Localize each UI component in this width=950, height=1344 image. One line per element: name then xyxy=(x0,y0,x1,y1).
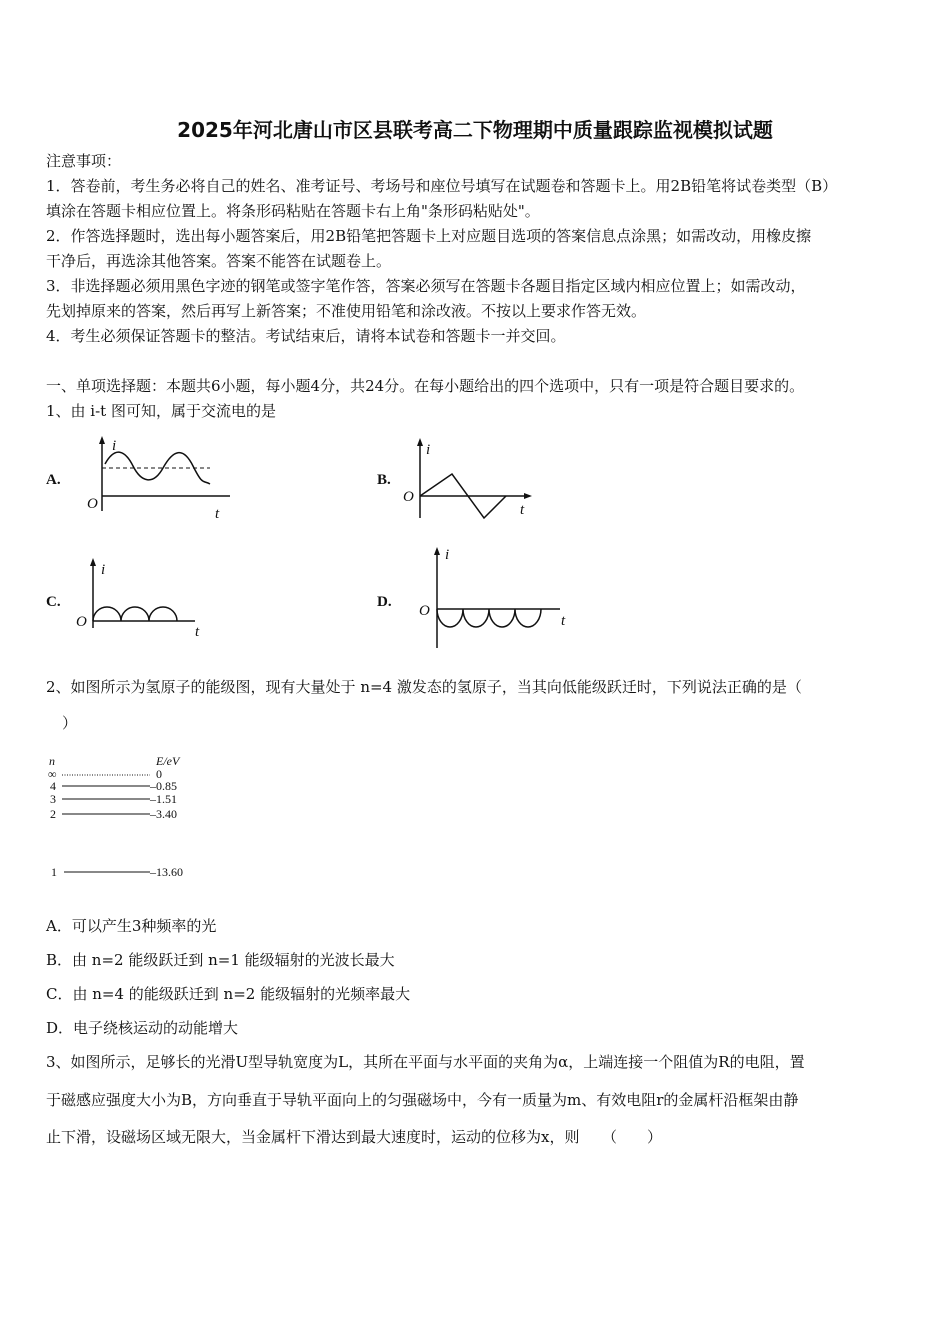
level-n: 1 xyxy=(51,865,57,879)
q2-stem: 2、如图所示为氢原子的能级图，现有大量处于 n=4 激发态的氢原子，当其向低能级跃迁时，下列说法正确的是（ xyxy=(46,678,802,696)
graph-d xyxy=(415,545,575,650)
level-e: –3.40 xyxy=(150,807,177,821)
q1-option-c[interactable]: C. xyxy=(46,594,61,610)
q1-option-a[interactable]: A. xyxy=(46,472,61,488)
axis-label-t: t xyxy=(215,506,220,522)
notice-heading: 注意事项： xyxy=(46,152,122,170)
level-e: 0 xyxy=(156,767,162,781)
q3-line: 3、如图所示，足够长的光滑U型导轨宽度为L，其所在平面与水平面的夹角为α，上端连接一个阻值为R的电阻，置 xyxy=(46,1053,805,1071)
axis-label-i: i xyxy=(112,438,117,454)
graph-c xyxy=(75,558,205,640)
level-n: 4 xyxy=(50,779,56,793)
graph-a xyxy=(85,436,235,521)
level-n: ∞ xyxy=(48,767,57,781)
origin-label: O xyxy=(403,489,414,505)
axis-label-t: t xyxy=(195,624,200,640)
n-label: n xyxy=(49,754,55,768)
notice-line: 3．非选择题必须用黑色字迹的钢笔或签字笔作答，答案必须写在答题卡各题目指定区域内相应位置上；如需改动， xyxy=(46,277,806,295)
level-e: –13.60 xyxy=(150,865,183,879)
level-n: 2 xyxy=(50,807,56,821)
graph-b xyxy=(400,438,535,520)
q2-stem-end: ） xyxy=(62,714,78,732)
origin-label: O xyxy=(87,496,98,512)
level-e: –1.51 xyxy=(150,792,177,806)
section-heading: 一、单项选择题：本题共6小题，每小题4分，共24分。在每小题给出的四个选项中，只有一项是符合题目要求的。 xyxy=(46,377,805,395)
origin-label: O xyxy=(76,614,87,630)
notice-line: 干净后，再选涂其他答案。答案不能答在试题卷上。 xyxy=(46,252,392,270)
q3-line: 止下滑，设磁场区域无限大，当金属杆下滑达到最大速度时，运动的位移为x，则 （ ） xyxy=(46,1128,662,1146)
notice-line: 4．考生必须保证答题卡的整洁。考试结束后，请将本试卷和答题卡一并交回。 xyxy=(46,327,566,345)
energy-level-diagram xyxy=(46,755,196,880)
notice-line: 先划掉原来的答案，然后再写上新答案；不准使用铅笔和涂改液。不按以上要求作答无效。 xyxy=(46,302,647,320)
notice-line: 填涂在答题卡相应位置上。将条形码粘贴在答题卡右上角"条形码粘贴处"。 xyxy=(46,202,540,220)
q3-line: 于磁感应强度大小为B，方向垂直于导轨平面向上的匀强磁场中，今有一质量为m、有效电阻r的金属杆沿框架由静 xyxy=(46,1091,799,1109)
axis-label-i: i xyxy=(445,547,450,563)
q1-stem: 1、由 i-t 图可知，属于交流电的是 xyxy=(46,402,276,420)
q2-option-b[interactable]: B．由 n=2 能级跃迁到 n=1 能级辐射的光波长最大 xyxy=(46,951,395,969)
page-title: 2025年河北唐山市区县联考高二下物理期中质量跟踪监视模拟试题 xyxy=(177,118,773,142)
q2-option-d[interactable]: D．电子绕核运动的动能增大 xyxy=(46,1019,239,1037)
e-label: E/eV xyxy=(156,754,180,768)
notice-line: 1．答卷前，考生务必将自己的姓名、准考证号、考场号和座位号填写在试题卷和答题卡上。用2B铅笔将试卷类型（B） xyxy=(46,177,838,195)
notice-line: 2．作答选择题时，选出每小题答案后，用2B铅笔把答题卡上对应题目选项的答案信息点涂黑；如需改动，用橡皮擦 xyxy=(46,227,812,245)
axis-label-t: t xyxy=(520,502,525,518)
axis-label-i: i xyxy=(426,442,431,458)
level-e: –0.85 xyxy=(150,779,177,793)
axis-label-i: i xyxy=(101,562,106,578)
q1-option-d[interactable]: D. xyxy=(377,594,392,610)
axis-label-t: t xyxy=(561,613,566,629)
q1-option-b[interactable]: B. xyxy=(377,472,391,488)
level-n: 3 xyxy=(50,792,56,806)
origin-label: O xyxy=(419,603,430,619)
q2-option-c[interactable]: C．由 n=4 的能级跃迁到 n=2 能级辐射的光频率最大 xyxy=(46,985,411,1003)
q2-option-a[interactable]: A．可以产生3种频率的光 xyxy=(46,917,217,935)
